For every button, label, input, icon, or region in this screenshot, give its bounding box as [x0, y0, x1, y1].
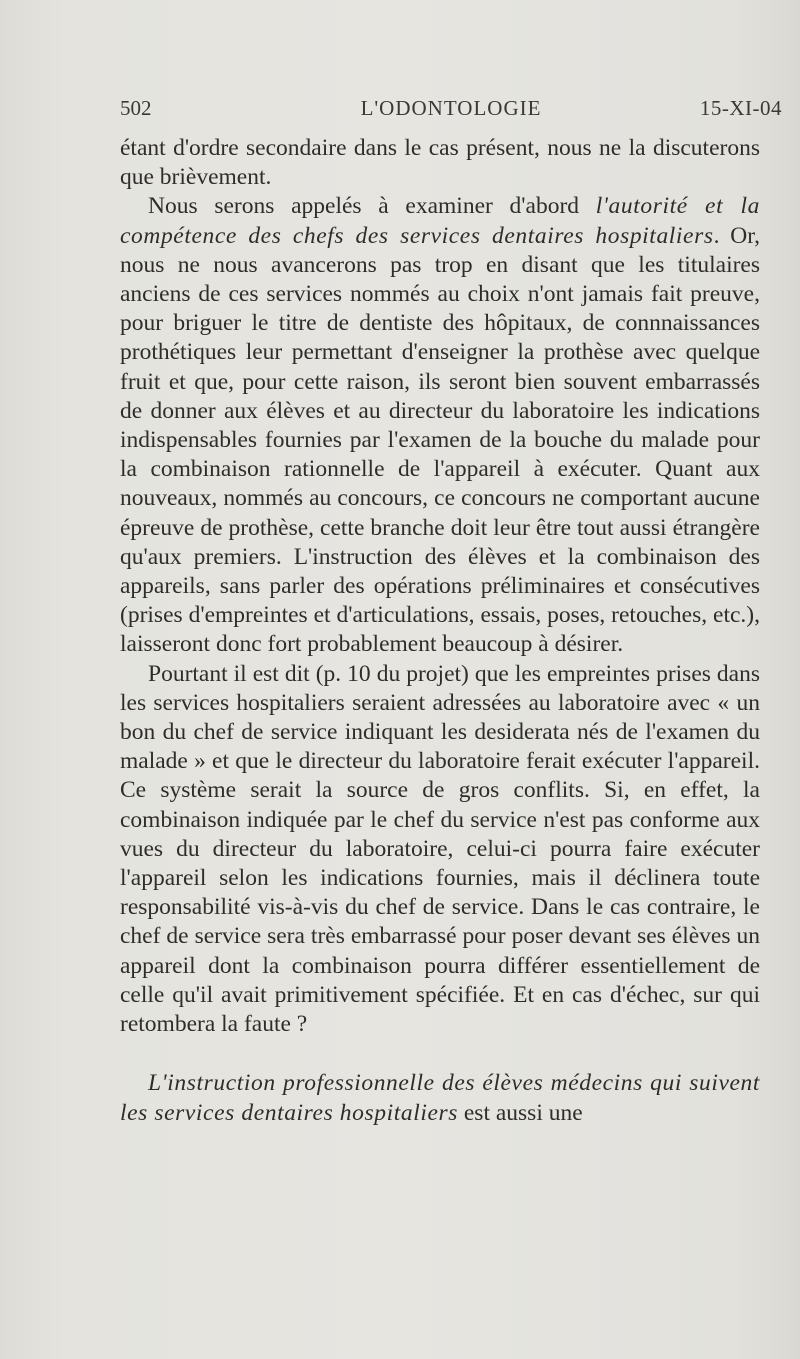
page-number: 502 — [120, 96, 152, 120]
text-segment: est aussi une — [458, 1099, 583, 1126]
issue-date: 15-XI-04 — [699, 96, 782, 120]
page-header — [120, 96, 782, 126]
italic-segment: l'autorité et la compétence des chefs des services dentaires hospitaliers — [120, 193, 760, 249]
paragraph — [120, 134, 760, 192]
text-segment: . Or, nous ne nous avancerons pas trop en disant que les titulaires anciens de ces services nommés au choix n'ont jamais fait preuve, pour briguer le titre de dentiste des hôpitaux, de connnaissances prothétiques leur permettant d'enseigner la prothèse avec quelque fruit et que, pour cette raison, ils seront bien souvent embarrassés de donner aux élèves et au directeur du laboratoire les indications indispensables fournies par l'examen de la bouche du malade pour la combinaison rationnelle de l'appareil à exécuter. Quant aux nouveaux, nommés au concours, ce concours ne comportant aucune épreuve de prothèse, cette branche doit leur être tout aussi étrangère qu'aux premiers. L'instruction des élèves et la combinaison des appareils, sans parler des opérations préliminaires et consécutives (prises d'empreintes et d'articulations, essais, poses, retouches, etc.), laisseront donc fort probablement beaucoup à désirer. — [120, 222, 760, 658]
paragraph — [120, 660, 760, 1040]
text-segment: Pourtant il est dit (p. 10 du projet) que les empreintes prises dans les services hospitaliers seraient adressées au laboratoire avec « un bon du chef de service indiquant les desiderata nés de l'examen du malade » et que le directeur du laboratoire ferait exécuter l'appareil. Ce système serait la source de gros conflits. Si, en effet, la combinaison indiquée par le chef du service n'est pas conforme aux vues du directeur du laboratoire, celui-ci pourra faire exécuter l'appareil selon les indications fournies, mais il déclinera toute responsabilité vis-à-vis du chef de service. Dans le cas contraire, le chef de service sera très embarrassé pour poser devant ses élèves un appareil dont la combinaison pourra différer essentiellement de celle qu'il avait primitivement spécifiée. Et en cas d'échec, sur qui retombera la faute ? — [120, 660, 760, 1038]
body-text — [120, 134, 760, 1128]
running-title: L'ODONTOLOGIE — [360, 96, 542, 120]
paragraph — [120, 192, 760, 659]
text-segment: Nous serons appelés à examiner d'abord — [148, 193, 596, 220]
paragraph — [120, 1069, 760, 1127]
italic-segment: L'instruction professionnelle des élèves médecins qui suivent les services dentaires hospitaliers — [120, 1070, 760, 1126]
text-segment: étant d'ordre secondaire dans le cas présent, nous ne la discuterons que brièvement. — [120, 135, 760, 191]
